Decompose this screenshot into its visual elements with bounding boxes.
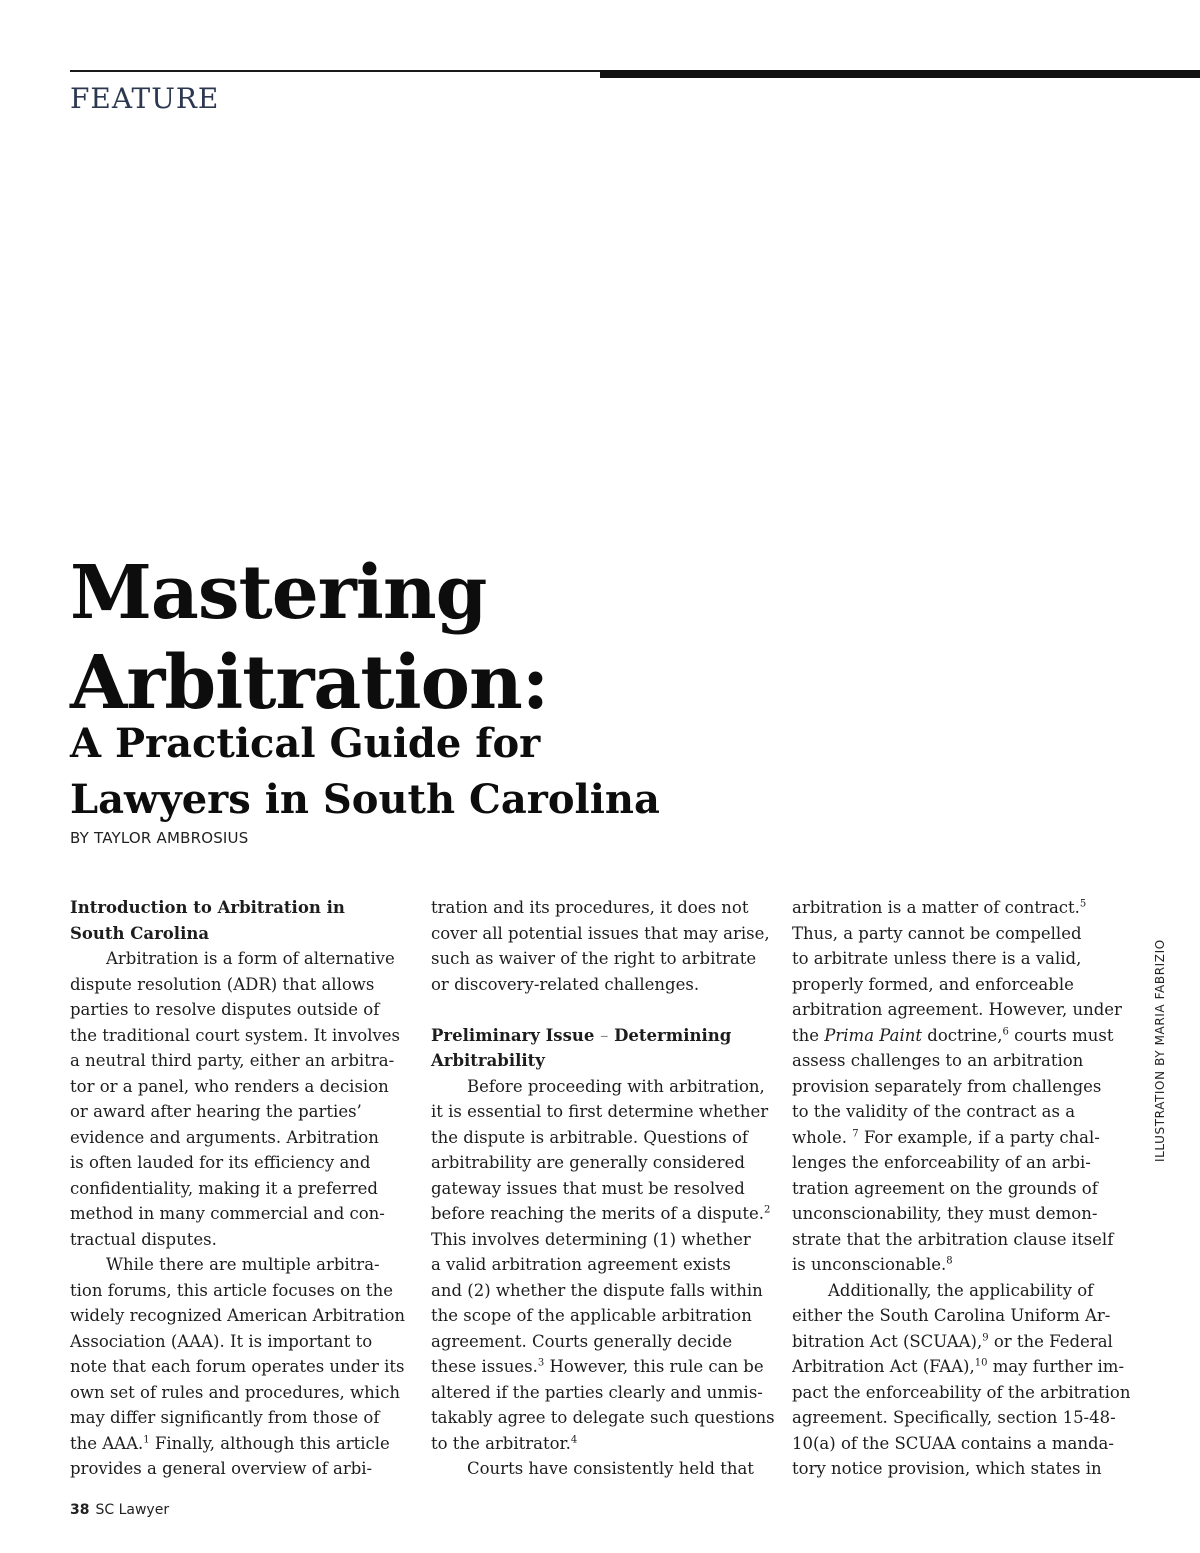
body-line: Association (AAA). It is important to (70, 1331, 373, 1351)
body-line: 10(a) of the SCUAA contains a manda- (792, 1433, 1114, 1453)
body-text: Finally, although this article (154, 1433, 390, 1453)
body-line: Additionally, the applicability of (828, 1280, 1094, 1300)
body-line: may differ significantly from those of (70, 1408, 380, 1427)
body-line: tor or a panel, who renders a decision (70, 1076, 389, 1096)
body-line (792, 1023, 1142, 1049)
section-heading: South Carolina (70, 923, 210, 943)
body-line (70, 1431, 420, 1457)
heading-text: Preliminary Issue (431, 1025, 595, 1045)
body-text: courts must (1014, 1025, 1114, 1045)
body-line: the traditional court system. It involves (70, 1025, 401, 1045)
illustration-credit: ILLUSTRATION BY MARIA FABRIZIO (1153, 939, 1167, 1162)
section-label: FEATURE (70, 82, 220, 115)
subtitle-line: A Practical Guide for (70, 720, 541, 767)
body-text: the AAA. (70, 1433, 144, 1453)
body-line: such as waiver of the right to arbitrate (431, 949, 757, 968)
article-title (70, 548, 548, 728)
body-line: a neutral third party, either an arbitra- (70, 1051, 395, 1070)
body-line (431, 1431, 781, 1457)
title-line: Mastering (70, 550, 487, 636)
body-text: may further im- (992, 1357, 1125, 1376)
body-line: either the South Carolina Uniform Ar- (792, 1306, 1111, 1325)
page-footer (70, 1502, 169, 1518)
heading-text: Determining (614, 1025, 732, 1045)
body-text: doctrine, (927, 1025, 1003, 1045)
body-line: takably agree to delegate such questions (431, 1408, 775, 1427)
body-line: parties to resolve disputes outside of (70, 1000, 380, 1019)
body-text: bitration Act (SCUAA), (792, 1331, 983, 1351)
paragraph-gap (431, 997, 781, 1023)
body-line (792, 1354, 1142, 1380)
body-line: and (2) whether the dispute falls within (431, 1280, 763, 1300)
body-line (431, 1201, 781, 1227)
footnote-ref: 7 (852, 1128, 859, 1139)
body-line: Arbitration is a form of alternative (106, 949, 395, 968)
body-line: lenges the enforceability of an arbi- (792, 1153, 1091, 1172)
body-line: provision separately from challenges (792, 1076, 1102, 1096)
body-line (792, 1125, 1142, 1151)
body-line: Courts have consistently held that (467, 1459, 754, 1478)
body-line: the scope of the applicable arbitration (431, 1306, 752, 1325)
body-line: or award after hearing the parties’ (70, 1102, 362, 1121)
footnote-ref: 1 (143, 1434, 150, 1445)
body-text: arbitration is a matter of contract. (792, 898, 1080, 917)
section-heading: Introduction to Arbitration in (70, 898, 345, 917)
body-line: tion forums, this article focuses on the (70, 1280, 393, 1300)
body-line: Before proceeding with arbitration, (467, 1076, 765, 1096)
publication-name: SC Lawyer (95, 1502, 170, 1518)
body-line: tory notice provision, which states in (792, 1459, 1102, 1478)
body-line: Thus, a party cannot be compelled (792, 923, 1082, 943)
footnote-ref: 2 (764, 1204, 771, 1216)
article-subtitle (70, 716, 660, 828)
body-line: evidence and arguments. Arbitration (70, 1127, 379, 1147)
heading-dash: – (600, 1025, 609, 1045)
footnote-ref: 8 (946, 1255, 953, 1267)
body-line: the dispute is arbitrable. Questions of (431, 1127, 749, 1147)
body-line: to arbitrate unless there is a valid, (792, 949, 1082, 968)
body-line: note that each forum operates under its (70, 1357, 405, 1376)
body-line: properly formed, and enforceable (792, 974, 1074, 994)
body-line: widely recognized American Arbitration (70, 1306, 406, 1325)
body-text: However, this rule can be (549, 1357, 764, 1376)
body-line: This involves determining (1) whether (431, 1229, 751, 1249)
footnote-ref: 9 (982, 1332, 989, 1343)
body-line: agreement. Courts generally decide (431, 1331, 733, 1351)
body-line: unconscionability, they must demon- (792, 1204, 1098, 1223)
body-text: to the arbitrator. (431, 1433, 571, 1453)
body-line: confidentiality, making it a preferred (70, 1178, 378, 1198)
text-column-3 (792, 895, 1142, 1482)
byline: BY TAYLOR AMBROSIUS (70, 829, 249, 847)
body-line (792, 1329, 1142, 1355)
body-line: pact the enforceability of the arbitration (792, 1382, 1131, 1402)
body-line: While there are multiple arbitra- (106, 1255, 380, 1274)
body-line: provides a general overview of arbi- (70, 1459, 373, 1478)
body-text: is unconscionable. (792, 1255, 947, 1274)
body-line: dispute resolution (ADR) that allows (70, 974, 375, 994)
section-heading: Arbitrability (431, 1051, 545, 1070)
footnote-ref: 10 (974, 1357, 988, 1369)
body-line: is often lauded for its efficiency and (70, 1153, 371, 1172)
body-line (431, 1354, 781, 1380)
body-text: or the Federal (993, 1331, 1113, 1351)
case-name: Prima Paint (824, 1025, 923, 1045)
body-line: agreement. Specifically, section 15-48- (792, 1408, 1116, 1427)
body-line (792, 895, 1142, 921)
text-column-2 (431, 895, 781, 1482)
subtitle-line: Lawyers in South Carolina (70, 776, 660, 823)
body-line: arbitration agreement. However, under (792, 1000, 1122, 1019)
footnote-ref: 5 (1079, 898, 1087, 910)
body-line (792, 1252, 1142, 1278)
body-line: to the validity of the contract as a (792, 1102, 1076, 1121)
body-line: arbitrability are generally considered (431, 1153, 745, 1172)
body-line: tration agreement on the grounds of (792, 1178, 1098, 1198)
body-text: these issues. (431, 1357, 538, 1376)
footnote-ref: 4 (570, 1434, 578, 1445)
page-number: 38 (70, 1502, 90, 1518)
body-line: tration and its procedures, it does not (431, 898, 749, 917)
body-line: it is essential to first determine whether (431, 1102, 769, 1121)
header-rule-thick (600, 70, 1200, 78)
section-heading (431, 1023, 781, 1049)
text-column-1 (70, 895, 420, 1482)
body-line: assess challenges to an arbitration (792, 1051, 1084, 1070)
footnote-ref: 3 (537, 1357, 545, 1369)
body-line: altered if the parties clearly and unmis- (431, 1382, 763, 1402)
footnote-ref: 6 (1002, 1026, 1009, 1037)
body-text: whole. (792, 1127, 847, 1147)
body-line: tractual disputes. (70, 1229, 217, 1249)
body-line: strate that the arbitration clause itself (792, 1229, 1114, 1249)
body-line: own set of rules and procedures, which (70, 1382, 400, 1402)
body-text: Arbitration Act (FAA), (792, 1357, 975, 1376)
body-line: method in many commercial and con- (70, 1204, 385, 1223)
title-line: Arbitration: (70, 640, 549, 726)
body-line: a valid arbitration agreement exists (431, 1255, 731, 1274)
body-text: For example, if a party chal- (863, 1127, 1100, 1147)
body-text: before reaching the merits of a dispute. (431, 1204, 765, 1223)
body-text: the (792, 1025, 820, 1045)
body-line: gateway issues that must be resolved (431, 1178, 745, 1198)
body-line: or discovery-related challenges. (431, 974, 700, 994)
body-line: cover all potential issues that may arise, (431, 923, 770, 943)
